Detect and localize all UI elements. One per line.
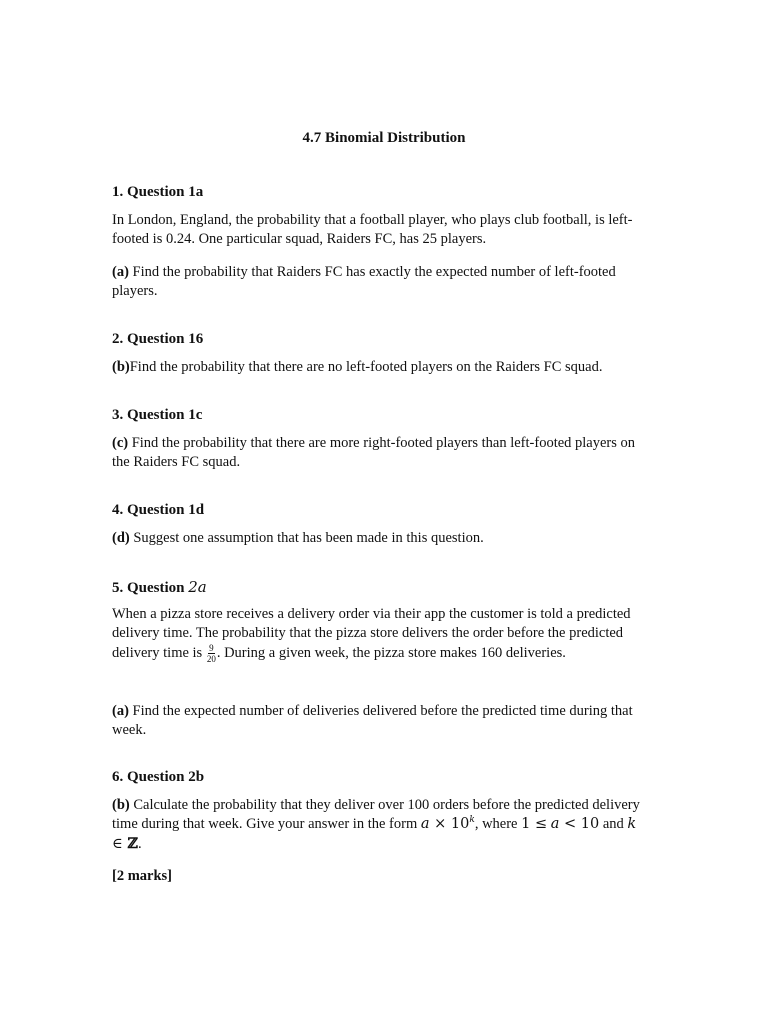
math-a: a (420, 816, 430, 832)
part-label: (b) (112, 359, 130, 375)
question-title: Question 1d (127, 502, 205, 518)
question-title: Question 16 (127, 331, 204, 347)
math-element-of: ∈ (112, 836, 128, 852)
fraction-numerator: 9 (209, 643, 214, 653)
fraction-denominator: 20 (206, 654, 216, 664)
part-label: (a) (112, 264, 129, 280)
question-2a-heading (112, 578, 647, 598)
math-times-ten: × 10 (429, 816, 470, 832)
question-title: Question 2b (127, 769, 205, 785)
part-text-3: and (599, 816, 628, 832)
part-text: Find the probability that there are more right-footed players than left-footed players on the Raiders FC squad. (112, 435, 636, 470)
part-text: Calculate the probability that they deliver over 100 orders before the predicted delivery time during that week. Give your answer in the form (112, 797, 640, 832)
question-title: Question (127, 580, 189, 596)
question-1a-stem (112, 211, 647, 249)
part-text: Suggest one assumption that has been made in this question. (129, 530, 484, 546)
question-number: 6. (112, 769, 124, 785)
part-label: (d) (112, 530, 130, 546)
math-a-2: a (550, 816, 560, 832)
question-number: 4. (112, 502, 124, 518)
question-number: 3. (112, 407, 124, 423)
question-2b-part-b (112, 796, 647, 854)
question-1d-heading (112, 501, 647, 520)
part-text: Find the expected number of deliveries delivered before the predicted time during that week. (112, 703, 633, 738)
question-number: 1. (112, 184, 124, 200)
math-ineq-1: 1 ≤ (521, 816, 548, 832)
question-text-part1: When a pizza store receives a delivery order via their app the customer is told a predicted delivery time. The probability that the pizza store delivers the order before the predicted delivery time is (112, 606, 631, 661)
math-integers: ℤ (127, 835, 138, 852)
part-text-4: . (137, 836, 142, 852)
fraction (207, 643, 216, 664)
question-2a-stem (112, 605, 647, 664)
question-text-part2: . During a given week, the pizza store makes 160 deliveries. (216, 644, 566, 661)
question-number: 5. (112, 580, 124, 596)
question-title-math: 2a (188, 578, 207, 596)
question-1a-heading (112, 183, 647, 202)
math-ineq-2: < 10 (559, 816, 600, 832)
question-1c-heading (112, 406, 647, 425)
question-16-heading (112, 330, 647, 349)
part-text-2: , where (474, 816, 522, 832)
part-text: Find the probability that there are no left-footed players on the Raiders FC squad. (129, 359, 603, 375)
part-text: Find the probability that Raiders FC has exactly the expected number of left-footed players. (112, 264, 616, 299)
question-text: In London, England, the probability that a football player, who plays club football, is left-footed is 0.24. One particular squad, Raiders FC, has 25 players. (112, 212, 633, 247)
part-label: (a) (112, 703, 129, 719)
question-1a-part-a (112, 263, 647, 301)
question-title: Question 1c (127, 407, 203, 423)
question-number: 2. (112, 331, 124, 347)
question-2a-part-a (112, 702, 647, 740)
marks-label: [2 marks] (112, 868, 173, 884)
part-label: (c) (112, 435, 129, 451)
math-k: k (627, 816, 637, 832)
page-title: 4.7 Binomial Distribution (302, 130, 466, 146)
question-title: Question 1a (127, 184, 204, 200)
math-exponent-k: k (469, 815, 475, 826)
question-2b-heading (112, 768, 647, 787)
question-1c-part-c (112, 434, 647, 472)
question-1d-part-d (112, 529, 647, 548)
part-label: (b) (112, 797, 130, 813)
question-16-part-b (112, 358, 647, 377)
marks-label-block (112, 867, 647, 886)
